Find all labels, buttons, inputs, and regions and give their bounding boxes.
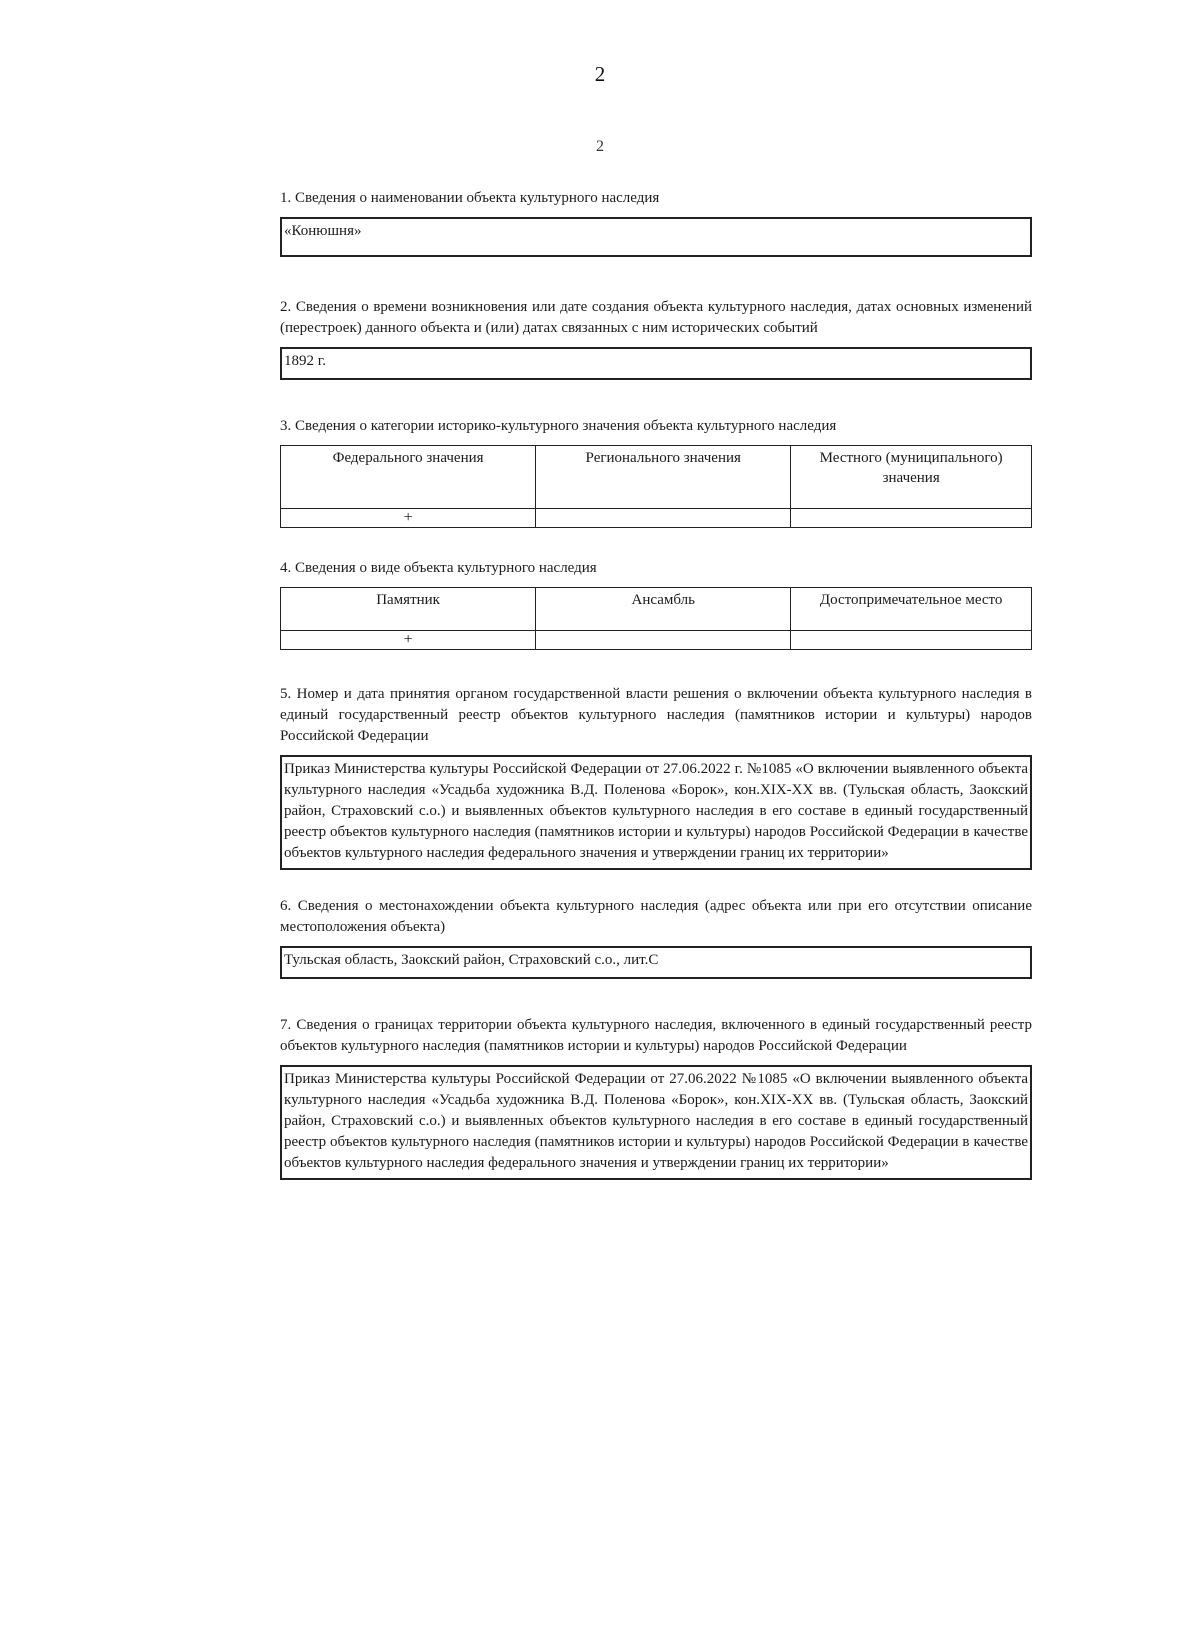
section-4-heading: 4. Сведения о виде объекта культурного наследия (280, 560, 597, 576)
object-type-table (280, 587, 1032, 650)
section-5 (280, 684, 1032, 870)
col-federal: Федерального значения (281, 446, 536, 509)
section-4 (280, 558, 1032, 650)
inner-page-number: 2 (596, 138, 604, 155)
section-6-heading: 6. Сведения о местонахождении объекта культурного наследия (адрес объекта или при его отсутствии описание местоположения объекта) (280, 898, 1032, 935)
section-1 (280, 188, 1032, 257)
page-number: 2 (594, 62, 606, 86)
section-3-heading: 3. Сведения о категории историко-культурного значения объекта культурного наследия (280, 418, 837, 434)
location-field: Тульская область, Заокский район, Страховский с.о., лит.С (280, 946, 1032, 979)
creation-date-field: 1892 г. (280, 347, 1032, 380)
mark-regional (536, 509, 791, 528)
mark-federal: + (281, 509, 536, 528)
col-ensemble: Ансамбль (536, 588, 791, 631)
mark-monument: + (281, 631, 536, 650)
col-landmark: Достопримечательное место (791, 588, 1032, 631)
section-7-heading: 7. Сведения о границах территории объекта культурного наследия, включенного в единый государственный реестр объектов культурного наследия (памятников истории и культуры) народов Российской Федерации (280, 1017, 1032, 1054)
significance-category-table (280, 445, 1032, 528)
document-body (280, 188, 1032, 1214)
section-2 (280, 297, 1032, 380)
col-regional: Регионального значения (536, 446, 791, 509)
mark-ensemble (536, 631, 791, 650)
section-5-heading: 5. Номер и дата принятия органом государственной власти решения о включении объекта культурного наследия в единый государственный реестр объектов культурного наследия (памятников истории и культуры) народов Российской Федерации (280, 686, 1032, 744)
registry-order-field: Приказ Министерства культуры Российской Федерации от 27.06.2022 г. №1085 «О включении выявленного объекта культурного наследия «Усадьба художника В.Д. Поленова «Борок», кон.XIX-XX вв. (Тульская область, Заокский район, Страховский с.о.) и выявленных объектов культурного наследия в его составе в единый государственный реестр объектов культурного наследия (памятников истории и культуры) народов Российской Федерации в качестве объектов культурного наследия федерального значения и утверждении границ их территории» (280, 755, 1032, 870)
section-1-heading: 1. Сведения о наименовании объекта культурного наследия (280, 190, 660, 206)
section-7 (280, 1015, 1032, 1180)
section-3 (280, 416, 1032, 528)
object-name-field: «Конюшня» (280, 217, 1032, 257)
mark-local (791, 509, 1032, 528)
territory-boundaries-field: Приказ Министерства культуры Российской Федерации от 27.06.2022 №1085 «О включении выявленного объекта культурного наследия «Усадьба художника В.Д. Поленова «Борок», кон.XIX-XX вв. (Тульская область, Заокский район, Страховский с.о.) и выявленных объектов культурного наследия в его составе в единый государственный реестр объектов культурного наследия (памятников истории и культуры) народов Российской Федерации в качестве объектов культурного наследия федерального значения и утверждении границ их территории» (280, 1065, 1032, 1180)
section-2-heading: 2. Сведения о времени возникновения или дате создания объекта культурного наследия, датах основных изменений (перестроек) данного объекта и (или) датах связанных с ним исторических событий (280, 299, 1032, 336)
section-6 (280, 896, 1032, 979)
mark-landmark (791, 631, 1032, 650)
col-monument: Памятник (281, 588, 536, 631)
col-local: Местного (муниципального) значения (791, 446, 1032, 509)
